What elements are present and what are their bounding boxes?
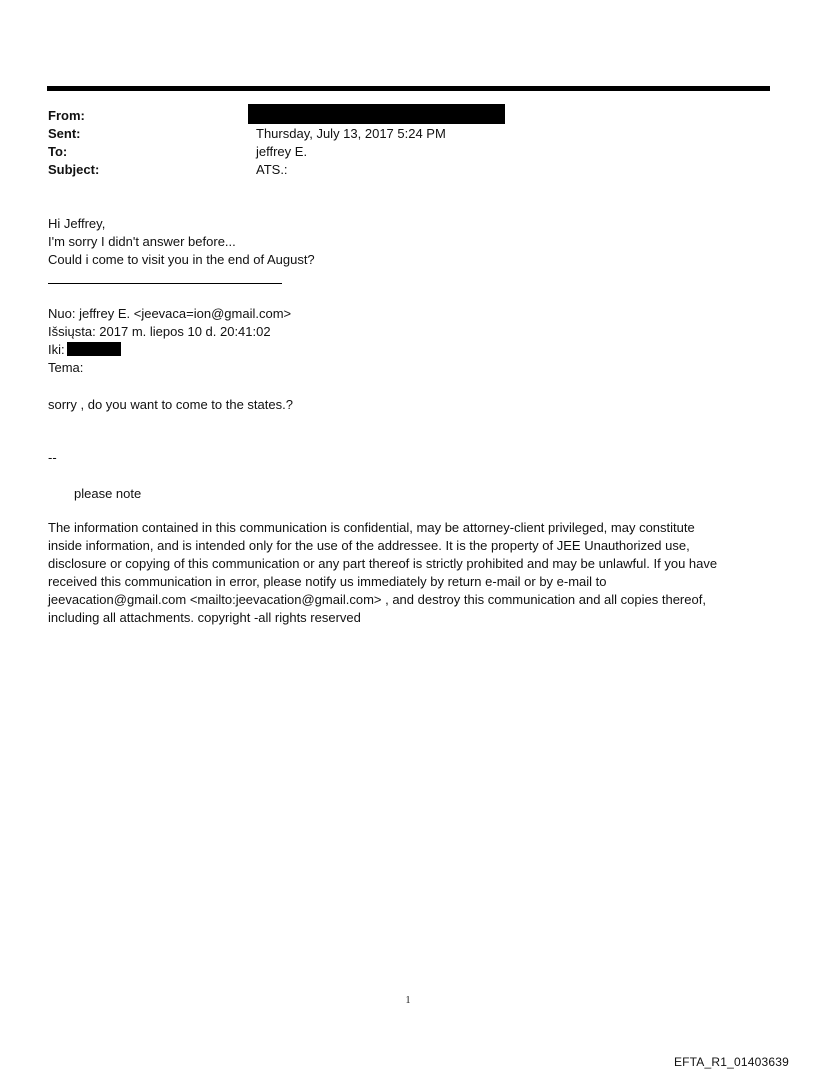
quoted-subject-line: Tema: (48, 360, 84, 375)
document-id: EFTA_R1_01403639 (673, 1055, 789, 1069)
please-note: please note (74, 486, 142, 501)
sent-label: Sent: (48, 126, 81, 141)
quoted-from-line: Nuo: jeffrey E. <jeevaca=ion@gmail.com> (48, 306, 292, 321)
notice-line-4: received this communication in error, please notify us immediately by return e-mail or by e-mail to (48, 574, 607, 589)
quoted-sent-line: Išsiųsta: 2017 m. liepos 10 d. 20:41:02 (48, 324, 271, 339)
header-rule (47, 86, 770, 91)
to-value: jeffrey E. (256, 144, 308, 159)
message-line-1: I'm sorry I didn't answer before... (48, 234, 236, 249)
page-number: 1 (405, 995, 411, 1006)
notice-line-1: The information contained in this communication is confidential, may be attorney-client privileged, may constitute (48, 520, 695, 535)
confidentiality-notice (48, 519, 768, 627)
quoted-to-label: Iki: (48, 342, 65, 357)
to-label: To: (48, 144, 68, 159)
from-label: From: (48, 108, 85, 123)
quoted-to-line (48, 341, 121, 359)
reply-divider (48, 283, 282, 284)
notice-line-2: inside information, and is intended only for the use of the addressee. It is the property of JEE Unauthorized use, (48, 538, 690, 553)
redacted-recipient (67, 342, 121, 356)
message-greeting: Hi Jeffrey, (48, 216, 106, 231)
sent-value: Thursday, July 13, 2017 5:24 PM (256, 126, 446, 141)
message-line-2: Could i come to visit you in the end of August? (48, 252, 315, 267)
subject-label: Subject: (48, 162, 100, 177)
notice-line-6: including all attachments. copyright -all rights reserved (48, 610, 361, 625)
subject-value: ATS.: (256, 162, 288, 177)
quoted-body: sorry , do you want to come to the states.? (48, 397, 293, 412)
signature-separator: -- (48, 450, 57, 465)
notice-line-5: jeevacation@gmail.com <mailto:jeevacation@gmail.com> , and destroy this communication and all copies thereof, (48, 592, 706, 607)
redacted-sender (248, 104, 505, 124)
notice-line-3: disclosure or copying of this communication or any part thereof is strictly prohibited and may be unlawful. If you have (48, 556, 718, 571)
